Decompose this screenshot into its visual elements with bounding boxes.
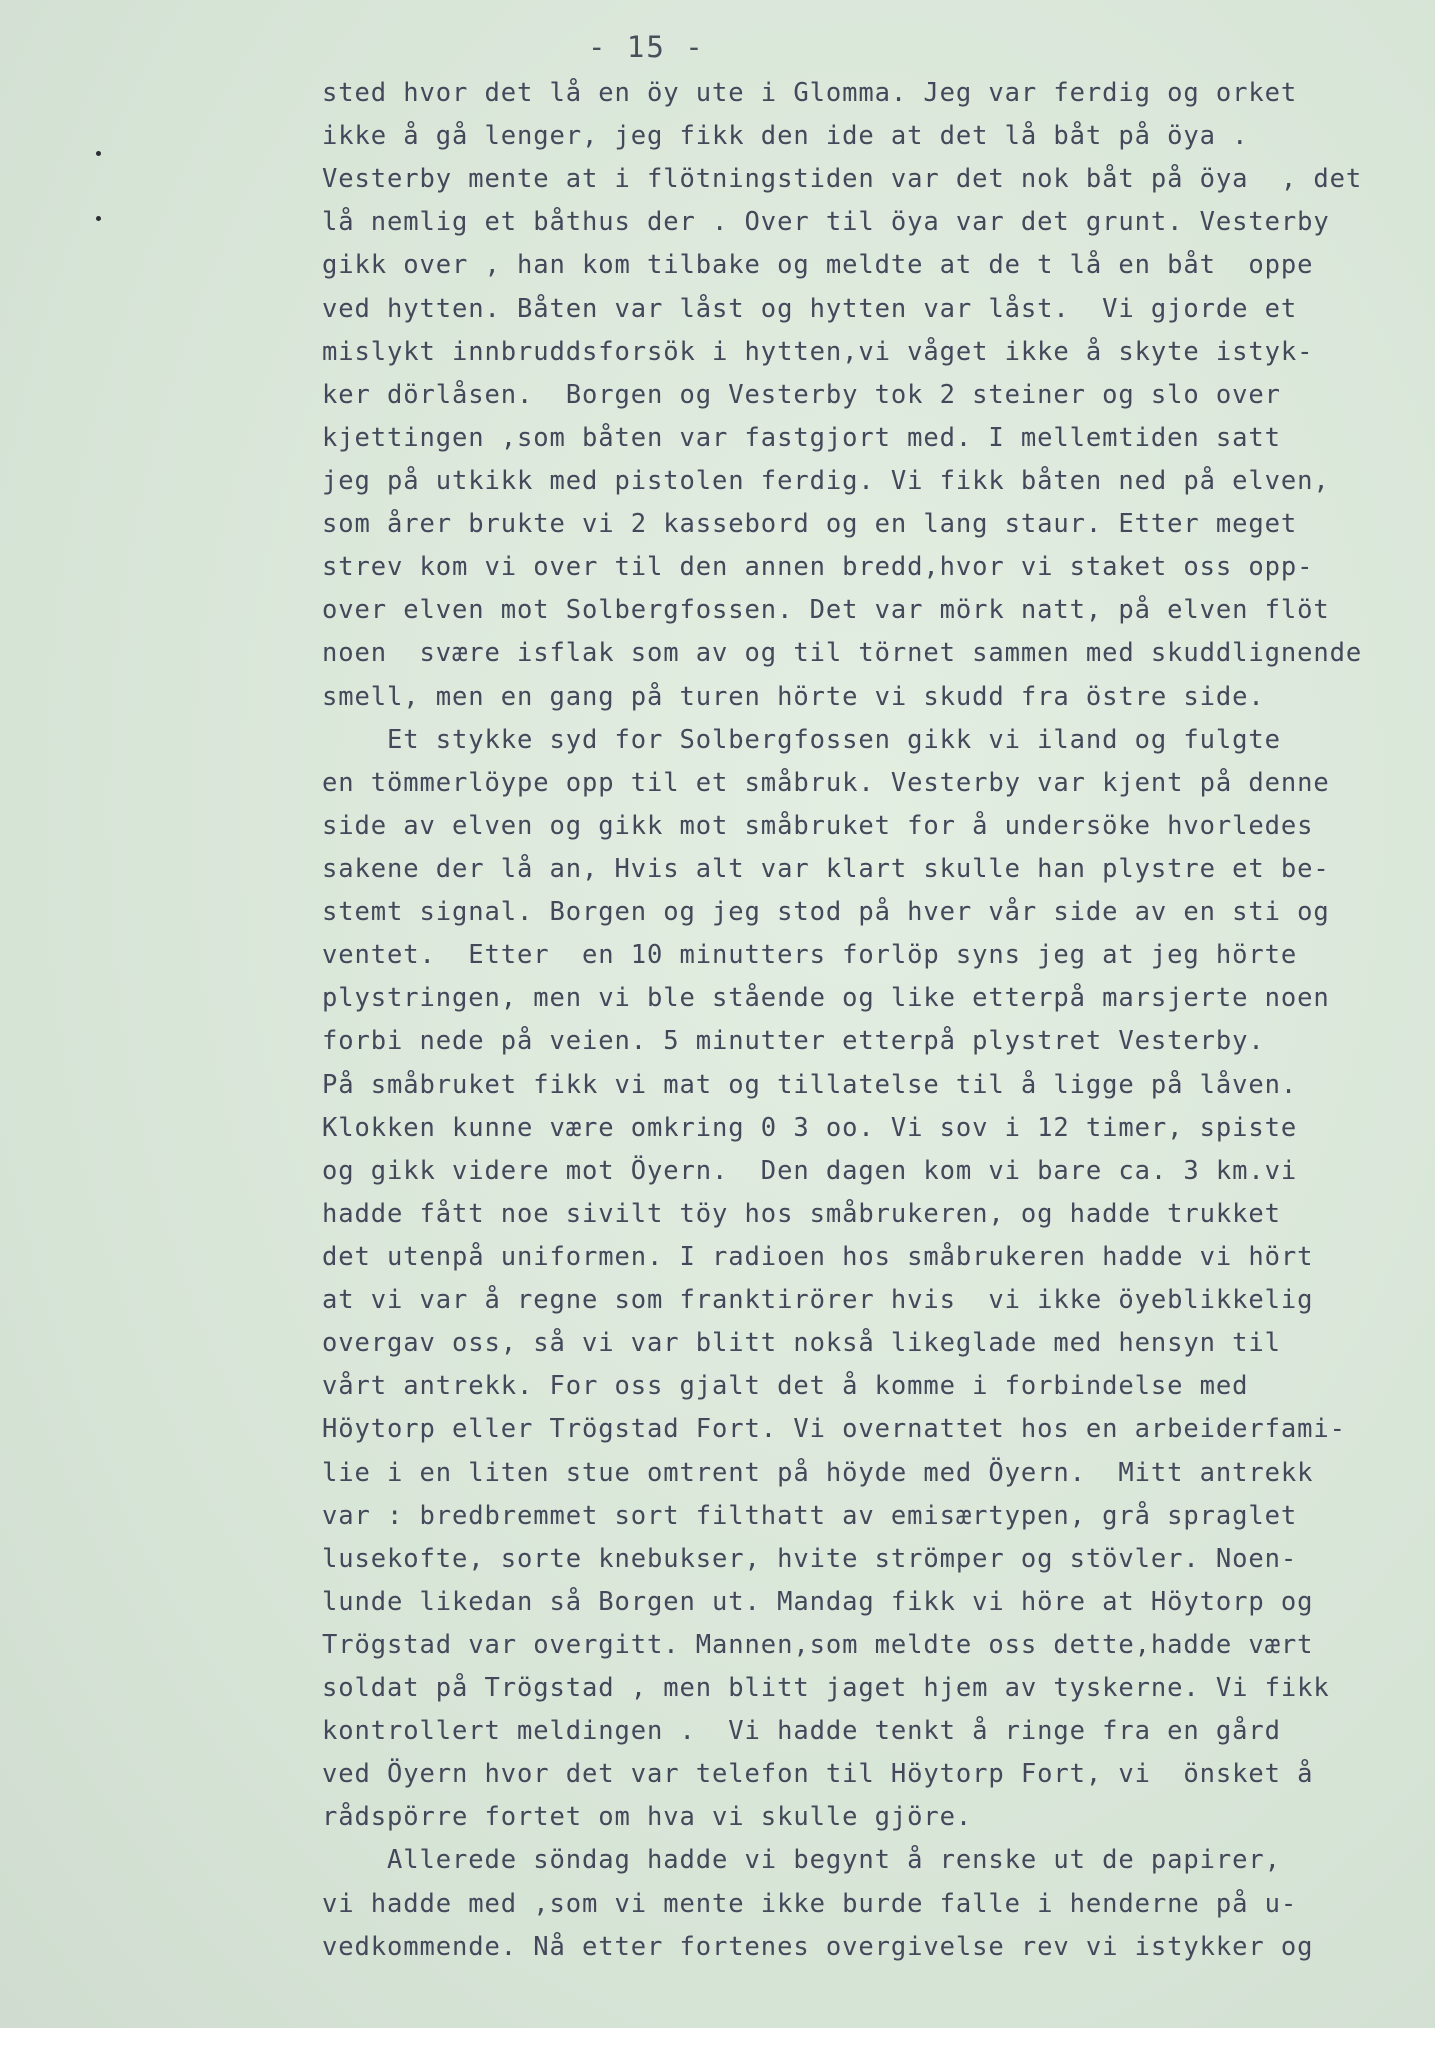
text-line: På småbruket fikk vi mat og tillatelse til å ligge på låven. xyxy=(322,1069,1298,1100)
text-line: Vesterby mente at i flötningstiden var det nok båt på öya , det xyxy=(322,164,1363,195)
text-line: lie i en liten stue omtrent på höyde med Öyern. Mitt antrekk xyxy=(322,1457,1314,1488)
text-line: rådspörre fortet om hva vi skulle gjöre. xyxy=(322,1802,973,1833)
page-number: - 15 - xyxy=(588,30,705,64)
text-line: overgav oss, så vi var blitt nokså likeglade med hensyn til xyxy=(322,1328,1281,1359)
text-line: ikke å gå lenger, jeg fikk den ide at det lå båt på öya . xyxy=(322,121,1249,152)
text-line: lå nemlig et båthus der . Over til öya var det grunt. Vesterby xyxy=(322,207,1330,238)
text-line: at vi var å regne som franktirörer hvis vi ikke öyeblikkelig xyxy=(322,1285,1314,1316)
text-line: sakene der lå an, Hvis alt var klart skulle han plystre et be- xyxy=(322,853,1330,884)
text-line: Et stykke syd for Solbergfossen gikk vi iland og fulgte xyxy=(322,724,1281,755)
text-line: ved hytten. Båten var låst og hytten var låst. Vi gjorde et xyxy=(322,293,1298,324)
text-line: strev kom vi over til den annen bredd,hvor vi staket oss opp- xyxy=(322,552,1314,583)
text-line: Allerede söndag hadde vi begynt å renske ut de papirer, xyxy=(322,1845,1281,1876)
text-line: stemt signal. Borgen og jeg stod på hver vår side av en sti og xyxy=(322,897,1330,928)
text-line: mislykt innbruddsforsök i hytten,vi våget ikke å skyte istyk- xyxy=(322,336,1314,367)
text-line: var : bredbremmet sort filthatt av emisærtypen, grå spraglet xyxy=(322,1500,1298,1531)
text-line: smell, men en gang på turen hörte vi skudd fra östre side. xyxy=(322,681,1265,712)
text-line: kjettingen ,som båten var fastgjort med. I mellemtiden satt xyxy=(322,422,1281,453)
text-line: kontrollert meldingen . Vi hadde tenkt å ringe fra en gård xyxy=(322,1716,1281,1747)
text-line: lunde likedan så Borgen ut. Mandag fikk vi höre at Höytorp og xyxy=(322,1586,1314,1617)
margin-mark xyxy=(96,151,101,156)
text-line: gikk over , han kom tilbake og meldte at de t lå en båt oppe xyxy=(322,250,1314,281)
text-line: sted hvor det lå en öy ute i Glomma. Jeg var ferdig og orket xyxy=(322,78,1298,108)
text-line: vårt antrekk. For oss gjalt det å komme i forbindelse med xyxy=(322,1371,1249,1402)
text-line: jeg på utkikk med pistolen ferdig. Vi fikk båten ned på elven, xyxy=(322,465,1330,496)
margin-mark xyxy=(96,216,101,221)
text-line: Klokken kunne være omkring 0 3 oo. Vi sov i 12 timer, spiste xyxy=(322,1112,1298,1143)
text-line: over elven mot Solbergfossen. Det var mörk natt, på elven flöt xyxy=(322,595,1330,626)
text-line: som årer brukte vi 2 kassebord og en lang staur. Etter meget xyxy=(322,509,1298,540)
text-line: side av elven og gikk mot småbruket for å undersöke hvorledes xyxy=(322,810,1314,841)
text-line: vedkommende. Nå etter fortenes overgivelse rev vi istykker og xyxy=(322,1931,1314,1962)
text-line: Trögstad var overgitt. Mannen,som meldte oss dette,hadde vært xyxy=(322,1629,1314,1660)
text-line: ved Öyern hvor det var telefon til Höytorp Fort, vi önsket å xyxy=(322,1759,1314,1790)
typewritten-text xyxy=(322,72,1422,1969)
text-line: forbi nede på veien. 5 minutter etterpå plystret Vesterby. xyxy=(322,1026,1265,1057)
text-line: vi hadde med ,som vi mente ikke burde falle i henderne på u- xyxy=(322,1888,1298,1919)
text-line: hadde fått noe sivilt töy hos småbrukeren, og hadde trukket xyxy=(322,1198,1281,1229)
text-line: soldat på Trögstad , men blitt jaget hjem av tyskerne. Vi fikk xyxy=(322,1673,1330,1704)
text-line: plystringen, men vi ble stående og like etterpå marsjerte noen xyxy=(322,983,1330,1014)
text-line: Höytorp eller Trögstad Fort. Vi overnattet hos en arbeiderfami- xyxy=(322,1414,1346,1445)
text-line: ventet. Etter en 10 minutters forlöp syns jeg at jeg hörte xyxy=(322,940,1298,971)
scan-border xyxy=(0,2028,1451,2048)
text-line: lusekofte, sorte knebukser, hvite strömper og stövler. Noen- xyxy=(322,1543,1298,1574)
text-line: noen svære isflak som av og til törnet sammen med skuddlignende xyxy=(322,638,1363,669)
text-line: ker dörlåsen. Borgen og Vesterby tok 2 steiner og slo over xyxy=(322,379,1281,410)
text-line: det utenpå uniformen. I radioen hos småbrukeren hadde vi hört xyxy=(322,1241,1314,1272)
text-line: og gikk videre mot Öyern. Den dagen kom vi bare ca. 3 km.vi xyxy=(322,1155,1298,1186)
text-line: en tömmerlöype opp til et småbruk. Vesterby var kjent på denne xyxy=(322,767,1330,798)
